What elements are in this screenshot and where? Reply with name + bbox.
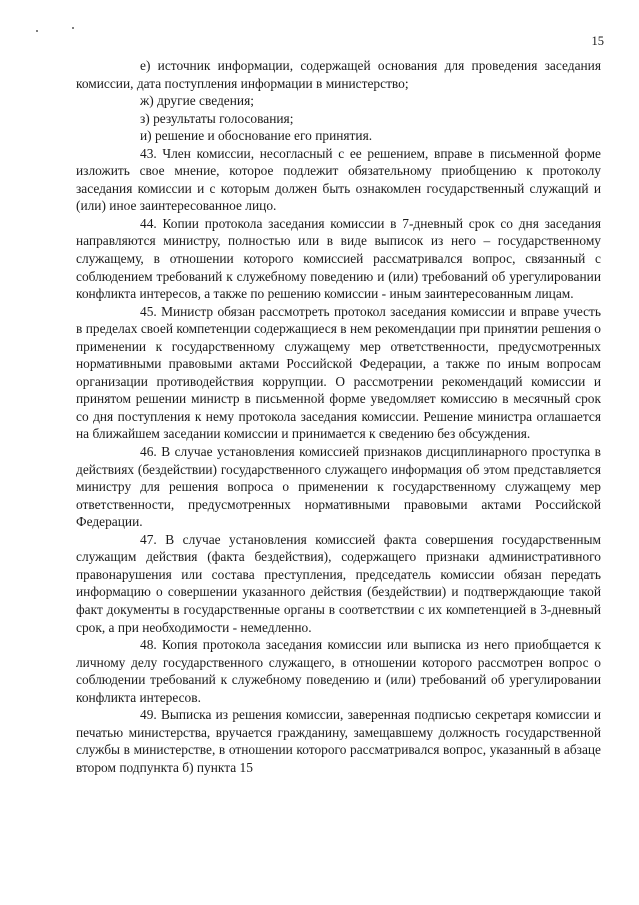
paragraph-45: 45. Министр обязан рассмотреть протокол заседания комиссии и вправе учесть в пределах своей компетенции содержащиеся в нем рекомендации при принятии решения о применении к государственному служащему мер ответственности, предусмотренных нормативными правовыми актами Российской Федерации, а также по иным вопросам организации противодействия коррупции. О рассмотрении рекомендаций комиссии и принятом решении министр в письменной форме уведомляет комиссию в месячный срок со дня поступления к нему протокола заседания комиссии. Решение министра оглашается на ближайшем заседании комиссии и принимается к сведению без обсуждения. — [76, 303, 601, 442]
paragraph-47: 47. В случае установления комиссией факта совершения государственным служащим действия (факта бездействия), содержащего признаки административного правонарушения или состава преступления, председатель комиссии обязан передать информацию о совершении указанного действия (бездействии) и подтверждающие такой факт документы в государственные органы в соответствии с их компетенцией в 3-дневный срок, а при необходимости - немедленно. — [76, 531, 601, 635]
paragraph-item-i: и) решение и обоснование его принятия. — [140, 128, 373, 144]
paragraph-43: 43. Член комиссии, несогласный с ее решением, вправе в письменной форме изложить свое мнение, которое подлежит обязательному приобщению к протоколу заседания комиссии и с которым должен быть ознакомлен государственный служащий и (или) иное заинтересованное лицо. — [76, 145, 601, 214]
paragraph-48: 48. Копия протокола заседания комиссии или выписка из него приобщается к личному делу государственного служащего, в отношении которого рассмотрен вопрос о соблюдении требований к служебному поведению и (или) требований об урегулировании конфликта интересов. — [76, 637, 601, 705]
scan-artifact-dot — [72, 27, 74, 29]
paragraph-49: 49. Выписка из решения комиссии, заверенная подписью секретаря комиссии и печатью министерства, вручается гражданину, замещавшему должность государственной службы в министерстве, в отношении которого рассматривался вопрос, указанный в абзаце втором подпункта б) пункта 15 — [76, 707, 601, 775]
paragraph-item-e: е) источник информации, содержащей основания для проведения заседания комиссии, дата поступления информации в министерство; — [76, 58, 601, 91]
scan-artifact-dot — [36, 30, 38, 32]
paragraph-item-zh: ж) другие сведения; — [140, 93, 254, 109]
paragraph-46: 46. В случае установления комиссией признаков дисциплинарного проступка в действиях (бездействии) государственного служащего информация об этом представляется министру для решения вопроса о применении к государственному служащему мер ответственности, предусмотренных нормативными правовыми актами Российской Федерации. — [76, 444, 601, 530]
document-body — [76, 57, 601, 776]
paragraph-44: 44. Копии протокола заседания комиссии в 7-дневный срок со дня заседания направляются министру, полностью или в виде выписок из него – государственному служащему, в отношении которого комиссией рассматривался вопрос, связанный с соблюдением требований к служебному поведению и (или) требований об урегулировании конфликта интересов, а также по решению комиссии - иным заинтересованным лицам. — [76, 215, 601, 302]
page-number: 15 — [591, 34, 604, 48]
paragraph-item-z: з) результаты голосования; — [140, 110, 294, 126]
